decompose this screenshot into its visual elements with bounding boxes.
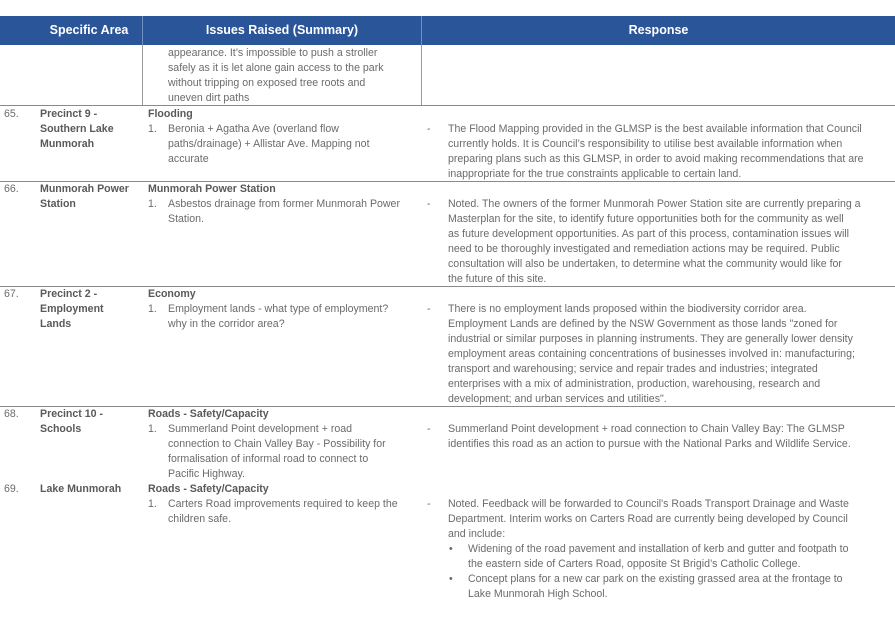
- issue-line: connection to Chain Valley Bay - Possibility for: [168, 438, 386, 450]
- issue-line: paths/drainage) + Allistar Ave. Mapping not: [168, 138, 370, 150]
- response-bullet: [448, 572, 892, 602]
- issue-summary: [148, 482, 420, 527]
- row-divider: [0, 105, 895, 106]
- area-line: Munmorah Power: [40, 183, 129, 195]
- response-line: transport and warehousing; service and repair trades and industries; integrated: [448, 363, 818, 375]
- response-line: need to be thoroughly investigated and remediation actions may be required. Public: [448, 243, 840, 255]
- row-number: 69.: [4, 483, 19, 495]
- area-line: Munmorah: [40, 138, 95, 150]
- response-line: There is no employment lands proposed within the biodiversity corridor area.: [448, 303, 807, 315]
- issue-line: Beronia + Agatha Ave (overland flow: [168, 123, 339, 135]
- row-number: 68.: [4, 408, 19, 420]
- response-dash: -: [427, 423, 431, 435]
- bullet-icon: •: [449, 573, 453, 585]
- response: [427, 422, 892, 452]
- response-line: enterprises with a mix of administration, production, warehousing, research and: [448, 378, 821, 390]
- specific-area: [40, 407, 142, 437]
- table-header: [0, 16, 895, 45]
- issue-line: accurate: [168, 153, 209, 165]
- issue-item-number: 1.: [148, 423, 157, 435]
- issue-line: Employment lands - what type of employment?: [168, 303, 389, 315]
- issue-continuation: [168, 46, 428, 106]
- issue-line: why in the corridor area?: [168, 318, 285, 330]
- response-bullet: [448, 542, 892, 572]
- issue-title: Economy: [148, 288, 196, 300]
- response-line: Summerland Point development + road connection to Chain Valley Bay: The GLMSP: [448, 423, 845, 435]
- area-line: Southern Lake: [40, 123, 114, 135]
- continuation-line: safely as it is let alone gain access to the park: [168, 62, 384, 74]
- area-line: Employment: [40, 303, 104, 315]
- response-dash: -: [427, 303, 431, 315]
- response-line: Department. Interim works on Carters Road are currently being developed by Council: [448, 513, 848, 525]
- specific-area: [40, 107, 142, 152]
- response-line: Noted. Feedback will be forwarded to Council's Roads Transport Drainage and Waste: [448, 498, 849, 510]
- response-line: preparing plans such as this GLMSP, in order to avoid making recommendations that are: [448, 153, 864, 165]
- specific-area: [40, 287, 142, 332]
- area-line: Station: [40, 198, 76, 210]
- header-response: Response: [628, 23, 689, 37]
- response: [427, 122, 892, 182]
- row-number: 65.: [4, 108, 19, 120]
- response-dash: -: [427, 498, 431, 510]
- response-line: as future development opportunities. As part of this process, contamination issues will: [448, 228, 850, 240]
- area-line: Precinct 9 -: [40, 108, 98, 120]
- bullet-line: Concept plans for a new car park on the existing grassed area at the frontage to: [468, 573, 843, 585]
- response-dash: -: [427, 198, 431, 210]
- response-line: consultation will also be undertaken, to determine what the community would like for: [448, 258, 842, 270]
- response-line: currently holds. It is Council’s responsibility to utilise best available information when: [448, 138, 843, 150]
- column-separator: [142, 45, 143, 105]
- response: [427, 302, 892, 407]
- issue-title: Roads - Safety/Capacity: [148, 483, 269, 495]
- response-line: employment areas containing concentrations of businesses involved in: manufacturing;: [448, 348, 855, 360]
- issue-line: Pacific Highway.: [168, 468, 245, 480]
- issue-item-number: 1.: [148, 498, 157, 510]
- header-specific-area: Specific Area: [49, 23, 129, 37]
- response-line: the future of this site.: [448, 273, 547, 285]
- issue-summary: [148, 407, 420, 482]
- bullet-line: Lake Munmorah High School.: [468, 588, 608, 600]
- issue-title: Roads - Safety/Capacity: [148, 408, 269, 420]
- issue-title: Flooding: [148, 108, 193, 120]
- area-line: Lands: [40, 318, 72, 330]
- bullet-line: Widening of the road pavement and installation of kerb and gutter and footpath to: [468, 543, 849, 555]
- continuation-line: without tripping on exposed tree roots and: [168, 77, 366, 89]
- area-line: Lake Munmorah: [40, 483, 122, 495]
- response-line: and include:: [448, 528, 506, 540]
- response: [427, 197, 892, 287]
- issue-item: [148, 497, 420, 527]
- response-line: Noted. The owners of the former Munmorah Power Station site are currently preparing a: [448, 198, 861, 210]
- continuation-line: appearance. It’s impossible to push a stroller: [168, 47, 378, 59]
- response-dash: -: [427, 123, 431, 135]
- issue-line: Carters Road improvements required to keep the: [168, 498, 398, 510]
- response: [427, 497, 892, 602]
- area-line: Schools: [40, 423, 82, 435]
- response-line: industrial or similar purposes in planning instruments. They are generally lower density: [448, 333, 853, 345]
- issue-item: [148, 302, 420, 332]
- issue-item-number: 1.: [148, 123, 157, 135]
- area-line: Precinct 10 -: [40, 408, 104, 420]
- area-line: Precinct 2 -: [40, 288, 98, 300]
- issue-title: Munmorah Power Station: [148, 183, 276, 195]
- continuation-line: uneven dirt paths: [168, 92, 250, 104]
- issue-line: Station.: [168, 213, 204, 225]
- row-number: 66.: [4, 183, 19, 195]
- specific-area: [40, 482, 142, 497]
- header-issues-raised: Issues Raised (Summary): [205, 23, 359, 37]
- issue-item: [148, 422, 420, 482]
- response-line: development; and urban services and utilities".: [448, 393, 667, 405]
- issue-item-number: 1.: [148, 303, 157, 315]
- issue-summary: [148, 287, 420, 332]
- issue-line: children safe.: [168, 513, 232, 525]
- response-line: Employment Lands are defined by the NSW Government as those lands "zoned for: [448, 318, 838, 330]
- row-number: 67.: [4, 288, 19, 300]
- issue-line: Summerland Point development + road: [168, 423, 353, 435]
- bullet-icon: •: [449, 543, 453, 555]
- response-line: Masterplan for the site, to identify future opportunities both for the community as well: [448, 213, 844, 225]
- issue-summary: [148, 107, 420, 167]
- issue-summary: [148, 182, 420, 227]
- issue-line: formalisation of informal road to connect to: [168, 453, 369, 465]
- response-line: The Flood Mapping provided in the GLMSP is the best available information that Council: [448, 123, 862, 135]
- issue-item: [148, 197, 420, 227]
- issue-item-number: 1.: [148, 198, 157, 210]
- bullet-line: the eastern side of Carters Road, opposite St Brigid’s Catholic College.: [468, 558, 801, 570]
- issue-item: [148, 122, 420, 167]
- specific-area: [40, 182, 142, 212]
- response-line: inappropriate for the true constraints applicable to certain land.: [448, 168, 742, 180]
- issue-line: Asbestos drainage from former Munmorah Power: [168, 198, 400, 210]
- response-line: identifies this road as an action to pursue with the National Parks and Wildlife Service.: [448, 438, 851, 450]
